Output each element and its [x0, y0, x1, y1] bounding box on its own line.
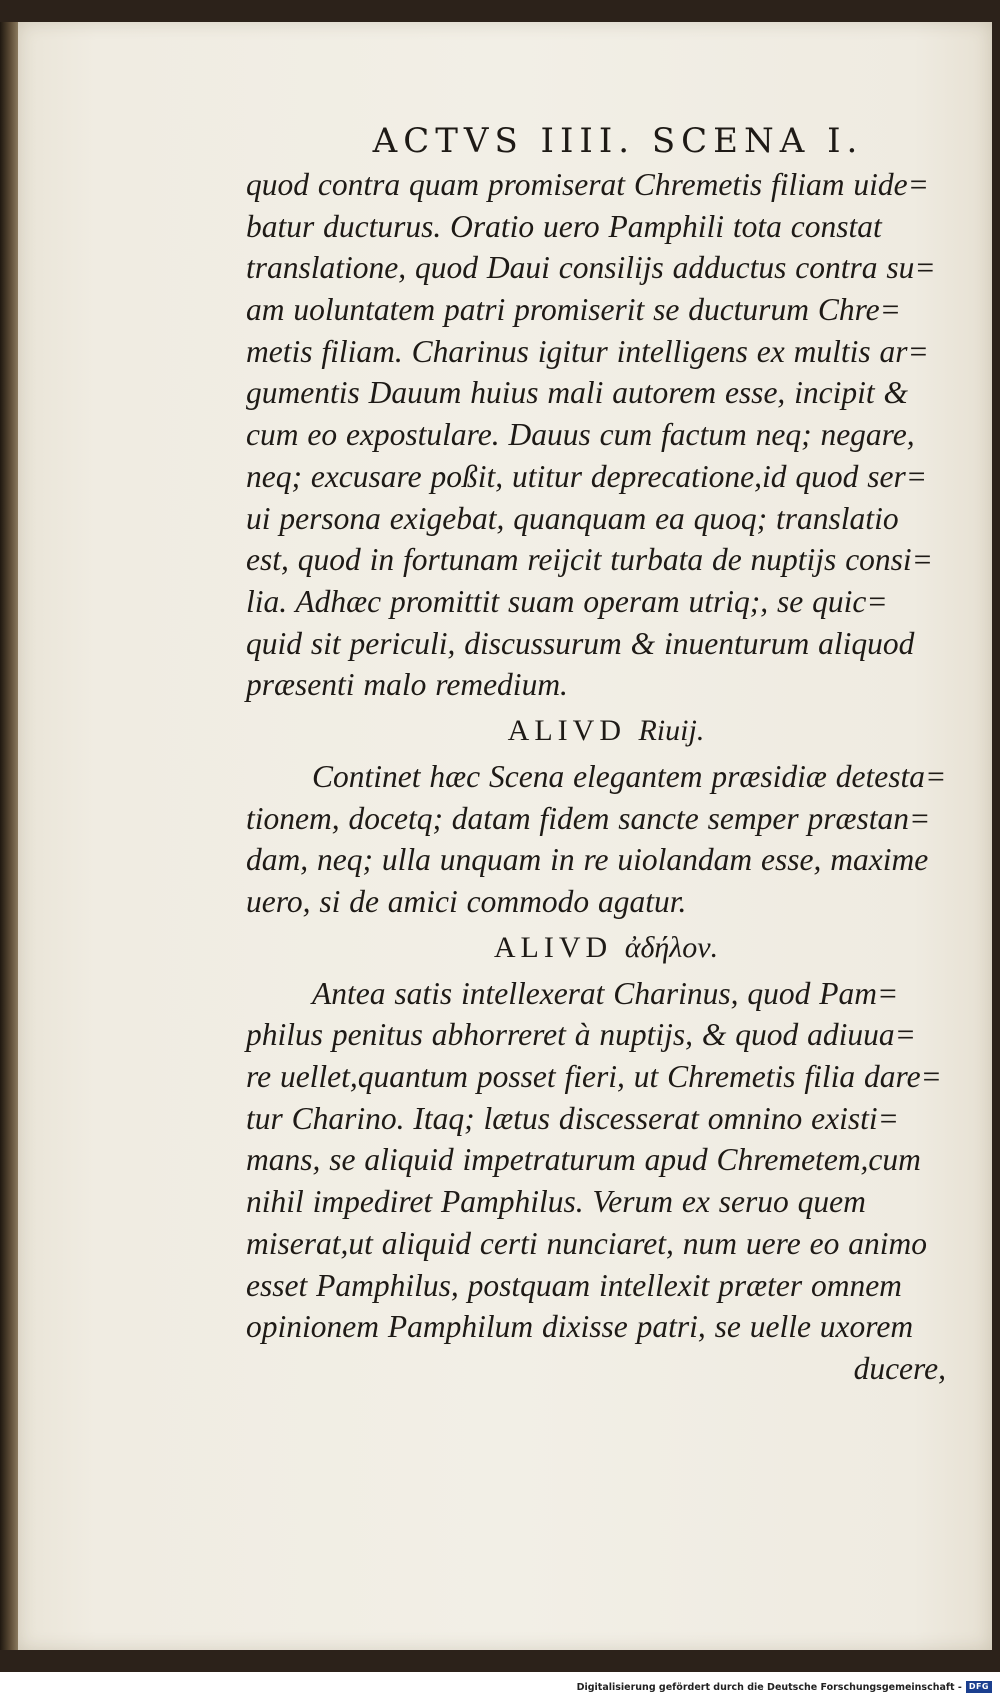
text-line: est, quod in fortunam reijcit turbata de nuptijs consi= [246, 542, 933, 578]
text-line: quid sit periculi, discussurum & inuenturum aliquod [246, 625, 915, 661]
text-line: quod contra quam promiserat Chremetis filiam uide= [246, 167, 929, 202]
heading-tail: ἀδήλον. [624, 930, 719, 964]
text-line: tur Charino. Itaq; lætus discesserat omnino existi= [246, 1100, 899, 1136]
text-block [246, 120, 966, 1390]
section-heading-riuij [246, 706, 966, 756]
credit-text: Digitalisierung gefördert durch die Deutsche Forschungsgemeinschaft - [576, 1681, 962, 1693]
section-heading-adelon [246, 923, 966, 973]
digitization-credit [577, 1680, 992, 1694]
text-line: gumentis Dauum huius mali autorem esse, incipit & [246, 375, 909, 411]
text-line: metis filiam. Charinus igitur intelligens ex multis ar= [246, 333, 929, 369]
heading-tail: Riuij. [638, 713, 705, 747]
text-line: lia. Adhæc promittit suam operam utriq;, se quic= [246, 583, 888, 619]
text-line: batur ducturus. Oratio uero Pamphili tota constat [246, 208, 882, 244]
text-line: Continet hæc Scena elegantem præsidiæ detesta= [312, 758, 947, 794]
text-line: re uellet,quantum posset fieri, ut Chremetis filia dare= [246, 1059, 942, 1095]
text-line: Antea satis intellexerat Charinus, quod Pam= [312, 975, 899, 1011]
text-line: philus penitus abhorreret à nuptijs, & quod adiuua= [246, 1017, 916, 1053]
paragraph-3 [246, 973, 966, 1390]
text-line: tionem, docetq; datam fidem sancte semper præstan= [246, 800, 931, 836]
text-line: neq; excusare poßit, utitur deprecatione,id quod ser= [246, 458, 928, 494]
text-line: præsenti malo remedium. [246, 667, 568, 703]
text-line: miserat,ut aliquid certi nunciaret, num uere eo animo [246, 1225, 927, 1261]
text-line: cum eo expostulare. Dauus cum factum neq; negare, [246, 417, 915, 453]
catchword: ducere, [853, 1350, 946, 1386]
paragraph-1 [246, 164, 966, 706]
running-head: ACTVS IIII. SCENA I. [372, 121, 864, 161]
text-line: translatione, quod Daui consilijs adductus contra su= [246, 250, 936, 286]
text-line: nihil impediret Pamphilus. Verum ex seruo quem [246, 1184, 866, 1220]
text-line: uero, si de amici commodo agatur. [246, 884, 687, 919]
heading-caps: ALIVD [493, 930, 613, 964]
text-line: am uoluntatem patri promiserit se ducturum Chre= [246, 292, 901, 328]
dfg-logo-icon: DFG [966, 1681, 992, 1693]
binding-edge [0, 22, 18, 1650]
book-page [18, 22, 992, 1650]
heading-caps: ALIVD [507, 713, 626, 747]
text-line: opinionem Pamphilum dixisse patri, se uelle uxorem [246, 1309, 914, 1345]
text-line: esset Pamphilus, postquam intellexit præter omnem [246, 1267, 902, 1303]
text-line: ui persona exigebat, quanquam ea quoq; translatio [246, 500, 899, 536]
paragraph-2 [246, 756, 966, 923]
text-line: dam, neq; ulla unquam in re uiolandam esse, maxime [246, 842, 929, 878]
text-line: mans, se aliquid impetraturum apud Chremetem,cum [246, 1142, 921, 1178]
